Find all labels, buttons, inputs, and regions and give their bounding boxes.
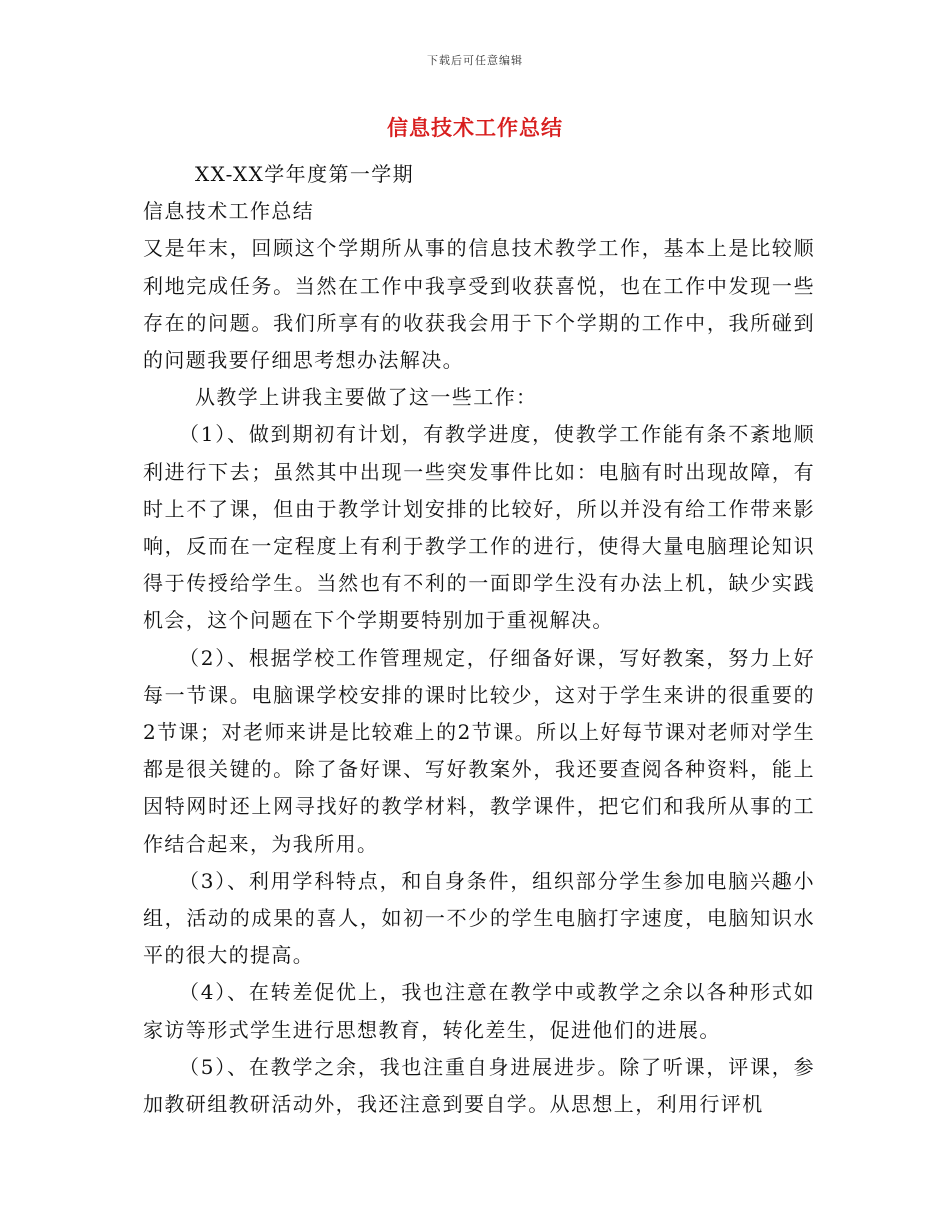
paragraph-item-1: （1）、做到期初有计划，有教学进度，使教学工作能有条不紊地顺利进行下去；虽然其中出现一些突发事件比如：电脑有时出现故障，有时上不了课，但由于教学计划安排的比较好，所以并没有给工作带来影响，反而在一定程度上有利于教学工作的进行，使得大量电脑理论知识得于传授给学生。当然也有不利的一面即学生没有办法上机，缺少实践机会，这个问题在下个学期要特别加于重视解决。 (143, 422, 815, 633)
subtitle-line: 信息技术工作总结 (143, 199, 315, 224)
paragraph-item-2: （2）、根据学校工作管理规定，仔细备好课，写好教案，努力上好每一节课。电脑课学校安排的课时比较少，这对于学生来讲的很重要的2节课；对老师来讲是比较难上的2节课。所以上好每节课对老师对学生都是很关键的。除了备好课、写好教案外，我还要查阅各种资料，能上因特网时还上网寻找好的教学材料，教学课件，把它们和我所从事的工作结合起来，为我所用。 (143, 645, 815, 856)
document-title: 信息技术工作总结 (387, 116, 563, 140)
paragraph-item-5: （5）、在教学之余，我也注重自身进展进步。除了听课，评课，参加教研组教研活动外，我还注意到要自学。从思想上，利用行评机 (143, 1054, 815, 1117)
semester-line: XX-XX学年度第一学期 (195, 162, 415, 186)
paragraph-lead: 从教学上讲我主要做了这一些工作： (195, 385, 538, 410)
paragraph-item-3: （3）、利用学科特点，和自身条件，组织部分学生参加电脑兴趣小组，活动的成果的喜人，如初一不少的学生电脑打字速度，电脑知识水平的很大的提高。 (143, 868, 815, 968)
paragraph-intro: 又是年末，回顾这个学期所从事的信息技术教学工作，基本上是比较顺利地完成任务。当然在工作中我享受到收获喜悦，也在工作中发现一些存在的问题。我们所享有的收获我会用于下个学期的工作中，我所碰到的问题我要仔细思考想办法解决。 (143, 236, 815, 373)
document-body (143, 156, 815, 1123)
paragraph-item-4: （4）、在转差促优上，我也注意在教学中或教学之余以各种形式如家访等形式学生进行思想教育，转化差生，促进他们的进展。 (143, 980, 815, 1042)
page-header: 下载后可任意编辑 (427, 54, 523, 67)
